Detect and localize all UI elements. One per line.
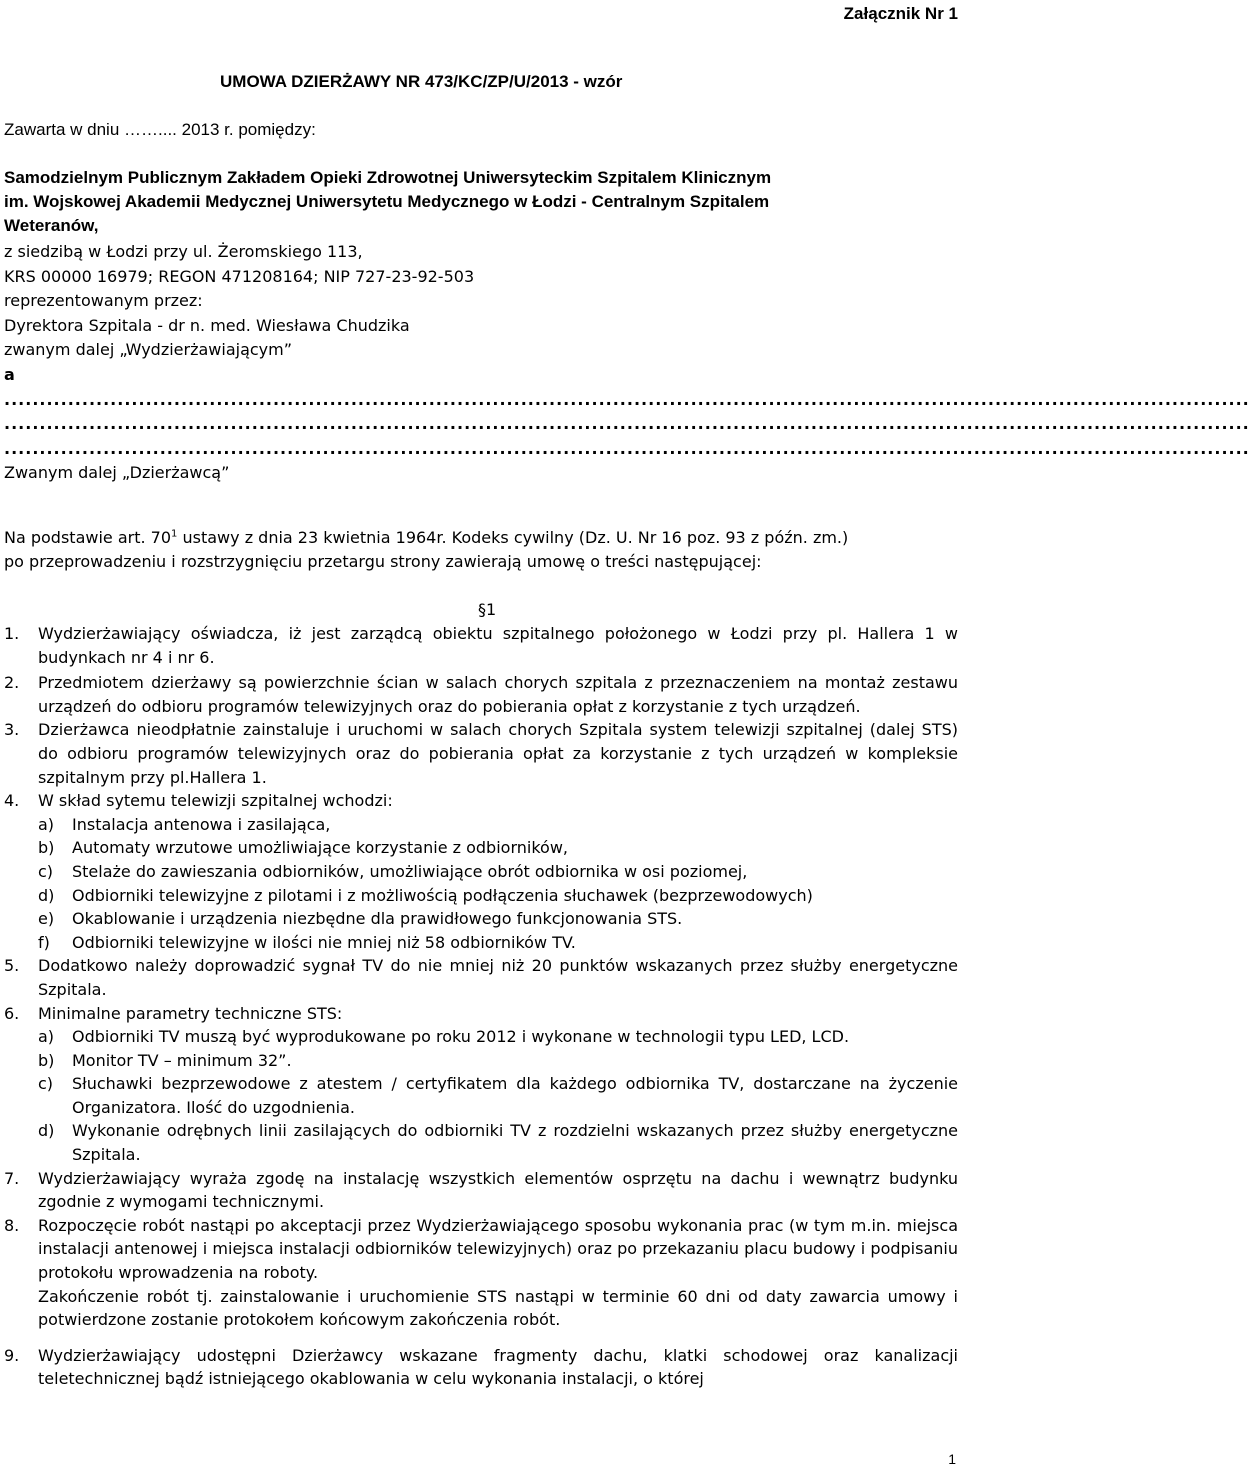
sub-item-letter: d): [38, 1121, 55, 1141]
item-number: 7.: [4, 1168, 20, 1188]
list-item: [4, 718, 958, 789]
paragraph-mark: §1: [478, 600, 497, 619]
sub-item-text: Monitor TV – minimum 32”.: [72, 1050, 292, 1070]
item-number: 9.: [4, 1345, 20, 1365]
sub-item-text: Słuchawki bezprzewodowe z atestem / certyfikatem dla każdego odbiornika TV, dostarczane na życzenie Organizatora. Ilość do uzgodnienia.: [72, 1074, 958, 1117]
item-number: 5.: [4, 956, 20, 976]
legal-basis: [4, 526, 958, 573]
sub-item-text: Stelaże do zawieszania odbiorników, umożliwiające obrót odbiornika w osi poziomej,: [72, 861, 748, 881]
item-text: Dodatkowo należy doprowadzić sygnał TV do nie mniej niż 20 punktów wskazanych przez służby energetyczne Szpitala.: [38, 956, 958, 999]
concluded-text: Zawarta w dniu …….... 2013 r. pomiędzy:: [4, 120, 316, 139]
and-word: a: [4, 364, 15, 384]
item-text: Minimalne parametry techniczne STS:: [38, 1003, 343, 1023]
sub-item-text: Instalacja antenowa i zasilająca,: [72, 814, 331, 834]
sub-item: [4, 931, 958, 955]
list-item: [4, 789, 958, 813]
sub-item-letter: f): [38, 932, 50, 952]
sub-item-letter: d): [38, 885, 55, 905]
item-text: W skład sytemu telewizji szpitalnej wchodzi:: [38, 791, 393, 811]
sub-item-text: Odbiorniki TV muszą być wyprodukowane po roku 2012 i wykonane w technologii typu LED, LCD.: [72, 1027, 850, 1047]
item-number: 4.: [4, 791, 20, 811]
item-text: Wydzierżawiający wyraża zgodę na instalację wszystkich elementów osprzętu na dachu i wewnątrz budynku zgodnie z wymogami technicznymi.: [38, 1168, 958, 1212]
item-number: 8.: [4, 1215, 20, 1235]
document-title: UMOWA DZIERŻAWY NR 473/KC/ZP/U/2013 - wzór: [220, 72, 623, 91]
dotted-line: ................................................................................................................................................................................: [4, 438, 1250, 458]
attachment-label: Załącznik Nr 1: [843, 4, 958, 23]
concluded-line: [4, 118, 958, 142]
sub-item-text: Odbiorniki telewizyjne z pilotami i z możliwością podłączenia słuchawek (bezprzewodowych): [72, 885, 813, 905]
party1-name-line: Samodzielnym Publicznym Zakładem Opieki Zdrowotnej Uniwersyteckim Szpitalem Klinicznym: [4, 168, 772, 187]
sub-item: [4, 1072, 958, 1119]
item-number: 6.: [4, 1003, 20, 1023]
item-text: Dzierżawca nieodpłatnie zainstaluje i uruchomi w salach chorych Szpitala system telewizji szpitalnej (dalej STS) do odbioru programów telewizyjnych oraz do pobierania opłat za korzystanie z tych urządzeń w kompleksie szpitalnym przy pl.Hallera 1.: [38, 720, 958, 787]
list-item: [4, 622, 958, 669]
sub-item: [4, 813, 958, 837]
item-text: Wydzierżawiający udostępni Dzierżawcy wskazane fragmenty dachu, klatki schodowej oraz kanalizacji teletechnicznej bądź istniejącego okablowania w celu wykonania instalacji, o której: [38, 1345, 958, 1389]
item-text: Wydzierżawiający oświadcza, iż jest zarządcą obiektu szpitalnego położonego w Łodzi przy pl. Hallera 1 w budynkach nr 4 i nr 6.: [38, 624, 958, 667]
item-number: 1.: [4, 624, 20, 643]
item-text: Przedmiotem dzierżawy są powierzchnie ścian w salach chorych szpitala z przeznaczeniem na montaż zestawu urządzeń do odbioru programów telewizyjnych oraz do pobierania opłat z korzystanie z tych urządzeń.: [38, 673, 958, 716]
party1-director: Dyrektora Szpitala - dr n. med. Wiesława Chudzika: [4, 315, 410, 335]
party2-alias: Zwanym dalej „Dzierżawcą”: [4, 463, 230, 483]
party1-name: [4, 166, 958, 238]
item-text: Rozpoczęcie robót nastąpi po akceptacji przez Wydzierżawiającego sposobu wykonania prac (w tym m.in. miejsca instalacji antenowej i miejsca instalacji odbiorników telewizyjnych) oraz po przekazaniu placu budowy i podpisaniu protokołu wprowadzenia na roboty.: [38, 1215, 958, 1283]
sub-item-letter: b): [38, 1050, 55, 1070]
list-item: [4, 1344, 958, 1391]
sub-item: [4, 836, 958, 860]
item-text: Zakończenie robót tj. zainstalowanie i uruchomienie STS nastąpi w terminie 60 dni od daty zawarcia umowy i potwierdzone zostanie protokołem końcowym zakończenia robót.: [38, 1286, 958, 1330]
dotted-line: ................................................................................................................................................................................: [4, 389, 1250, 409]
party1-address: z siedzibą w Łodzi przy ul. Żeromskiego 113,: [4, 242, 363, 261]
legal-basis-line1: [4, 526, 958, 550]
basis-post: ustawy z dnia 23 kwietnia 1964r. Kodeks cywilny (Dz. U. Nr 16 poz. 93 z późn. zm.): [177, 528, 849, 547]
sub-item: [4, 860, 958, 884]
sub-item-letter: c): [38, 861, 54, 881]
list-item-continuation: [4, 1285, 958, 1332]
sub-item-text: Wykonanie odrębnych linii zasilających do odbiorniki TV z rozdzielni wskazanych przez służby energetyczne Szpitala.: [72, 1121, 958, 1165]
list-item: [4, 671, 958, 718]
list-item: [4, 1167, 958, 1214]
list-item: [4, 1002, 958, 1026]
item-number: 3.: [4, 720, 20, 740]
sub-item-text: Okablowanie i urządzenia niezbędne dla prawidłowego funkcjonowania STS.: [72, 909, 683, 929]
sub-item: [4, 884, 958, 908]
sub-item: [4, 1025, 958, 1049]
sub-item-letter: b): [38, 838, 55, 858]
dotted-line: ................................................................................................................................................................................: [4, 414, 1250, 434]
basis-pre: Na podstawie art. 70: [4, 528, 172, 547]
party1-details: [4, 240, 1250, 486]
sub-item-letter: e): [38, 909, 55, 929]
item-number: 2.: [4, 673, 20, 693]
party1-name-line: im. Wojskowej Akademii Medycznej Uniwersytetu Medycznego w Łodzi - Centralnym Szpitalem: [4, 192, 770, 211]
party1-represented: reprezentowanym przez:: [4, 291, 203, 311]
clause-list: [4, 622, 958, 1391]
sub-item: [4, 1119, 958, 1166]
sub-item: [4, 1049, 958, 1073]
sub-item-text: Automaty wrzutowe umożliwiające korzystanie z odbiorników,: [72, 838, 568, 858]
sub-item: [4, 907, 958, 931]
legal-basis-line2: po przeprowadzeniu i rozstrzygnięciu przetargu strony zawierają umowę o treści następującej:: [4, 551, 762, 571]
party1-alias: zwanym dalej „Wydzierżawiającym”: [4, 340, 293, 360]
sub-item-letter: a): [38, 814, 55, 834]
sub-item-text: Odbiorniki telewizyjne w ilości nie mniej niż 58 odbiorników TV.: [72, 932, 576, 952]
sub-item-letter: c): [38, 1074, 54, 1094]
page-number: 1: [948, 1451, 956, 1468]
list-item: [4, 1214, 958, 1285]
party1-name-line: Weteranów,: [4, 216, 99, 235]
basis-superscript: 1: [171, 528, 178, 540]
list-item: [4, 954, 958, 1001]
sub-item-letter: a): [38, 1027, 55, 1047]
party1-registry: KRS 00000 16979; REGON 471208164; NIP 727-23-92-503: [4, 266, 475, 286]
